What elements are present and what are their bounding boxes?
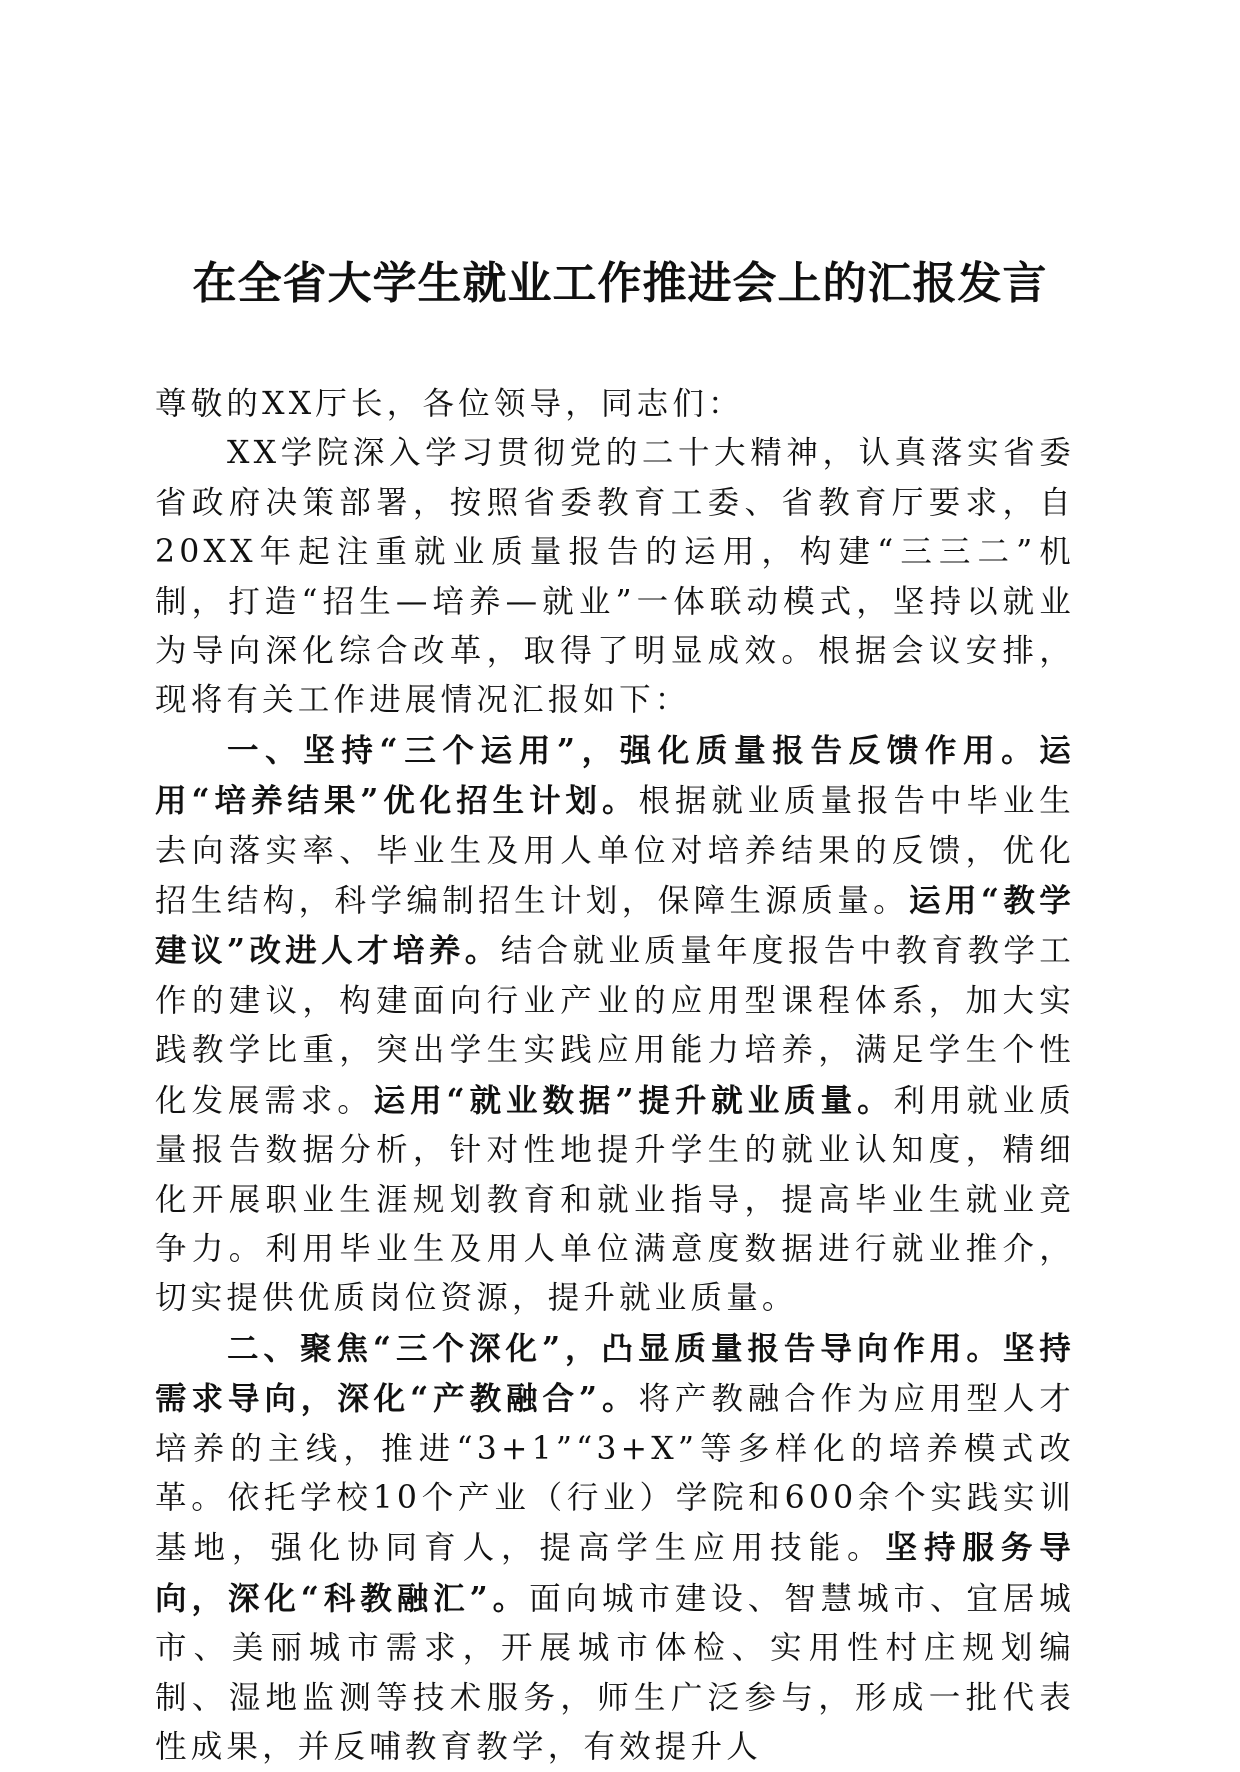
section-2-item-1-text: 将产教融合作为应用型人才培养的主线，推进“3+1”“3+X”等多样化的培养模式改革。依托学校10个产业（行业）学院和600余个实践实训基地，强化协同育人，提高学生应用技能。	[155, 1381, 1075, 1567]
section-1-item-3-lead: 运用“就业数据”提升就业质量。	[373, 1081, 894, 1119]
section-1-paragraph	[155, 726, 1075, 1324]
salutation: 尊敬的XX厅长，各位领导，同志们：	[155, 386, 744, 422]
section-2-heading: 二、聚焦“三个深化”，凸显质量报告导向作用。	[227, 1329, 1003, 1367]
section-1-heading: 一、坚持“三个运用”，强化质量报告反馈作用。	[227, 731, 1040, 769]
section-2-paragraph	[155, 1324, 1075, 1772]
section-1-item-3-text: 利用就业质量报告数据分析，针对性地提升学生的就业认知度，精细化开展职业生涯规划教育和就业指导，提高毕业生就业竞争力。利用毕业生及用人单位满意度数据进行就业推介，切实提供优质岗位资源，提升就业质量。	[155, 1082, 1075, 1317]
section-1-item-1-lead: 运用“培养结果”优化招生计划。	[155, 731, 1075, 820]
section-1-item-2-lead: 运用“教学建议”改进人才培养。	[155, 882, 1075, 970]
section-2-item-2-text: 面向城市建设、智慧城市、宜居城市、美丽城市需求，开展城市体检、实用性村庄规划编制、湿地监测等技术服务，师生广泛参与，形成一批代表性成果，并反哺教育教学，有效提升人	[155, 1580, 1075, 1765]
section-1-item-1-text: 根据就业质量报告中毕业生去向落实率、毕业生及用人单位对培养结果的反馈，优化招生结构，科学编制招生计划，保障生源质量。	[155, 783, 1075, 920]
intro-paragraph: XX学院深入学习贯彻党的二十大精神，认真落实省委省政府决策部署，按照省委教育工委、省教育厅要求，自20XX年起注重就业质量报告的运用，构建“三三二”机制，打造“招生—培养—就业”一体联动模式，坚持以就业为导向深化综合改革，取得了明显成效。根据会议安排，现将有关工作进展情况汇报如下：	[155, 435, 1075, 719]
document-body	[155, 380, 1075, 1772]
section-2-item-1-lead: 坚持需求导向，深化“产教融合”。	[155, 1329, 1075, 1418]
section-1-item-2-text: 结合就业质量年度报告中教育教学工作的建议，构建面向行业产业的应用型课程体系，加大实践教学比重，突出学生实践应用能力培养，满足学生个性化发展需求。	[155, 933, 1076, 1119]
section-2-item-2-lead: 坚持服务导向，深化“科教融汇”。	[155, 1529, 1075, 1617]
document-title: 在全省大学生就业工作推进会上的汇报发言	[192, 258, 1048, 309]
